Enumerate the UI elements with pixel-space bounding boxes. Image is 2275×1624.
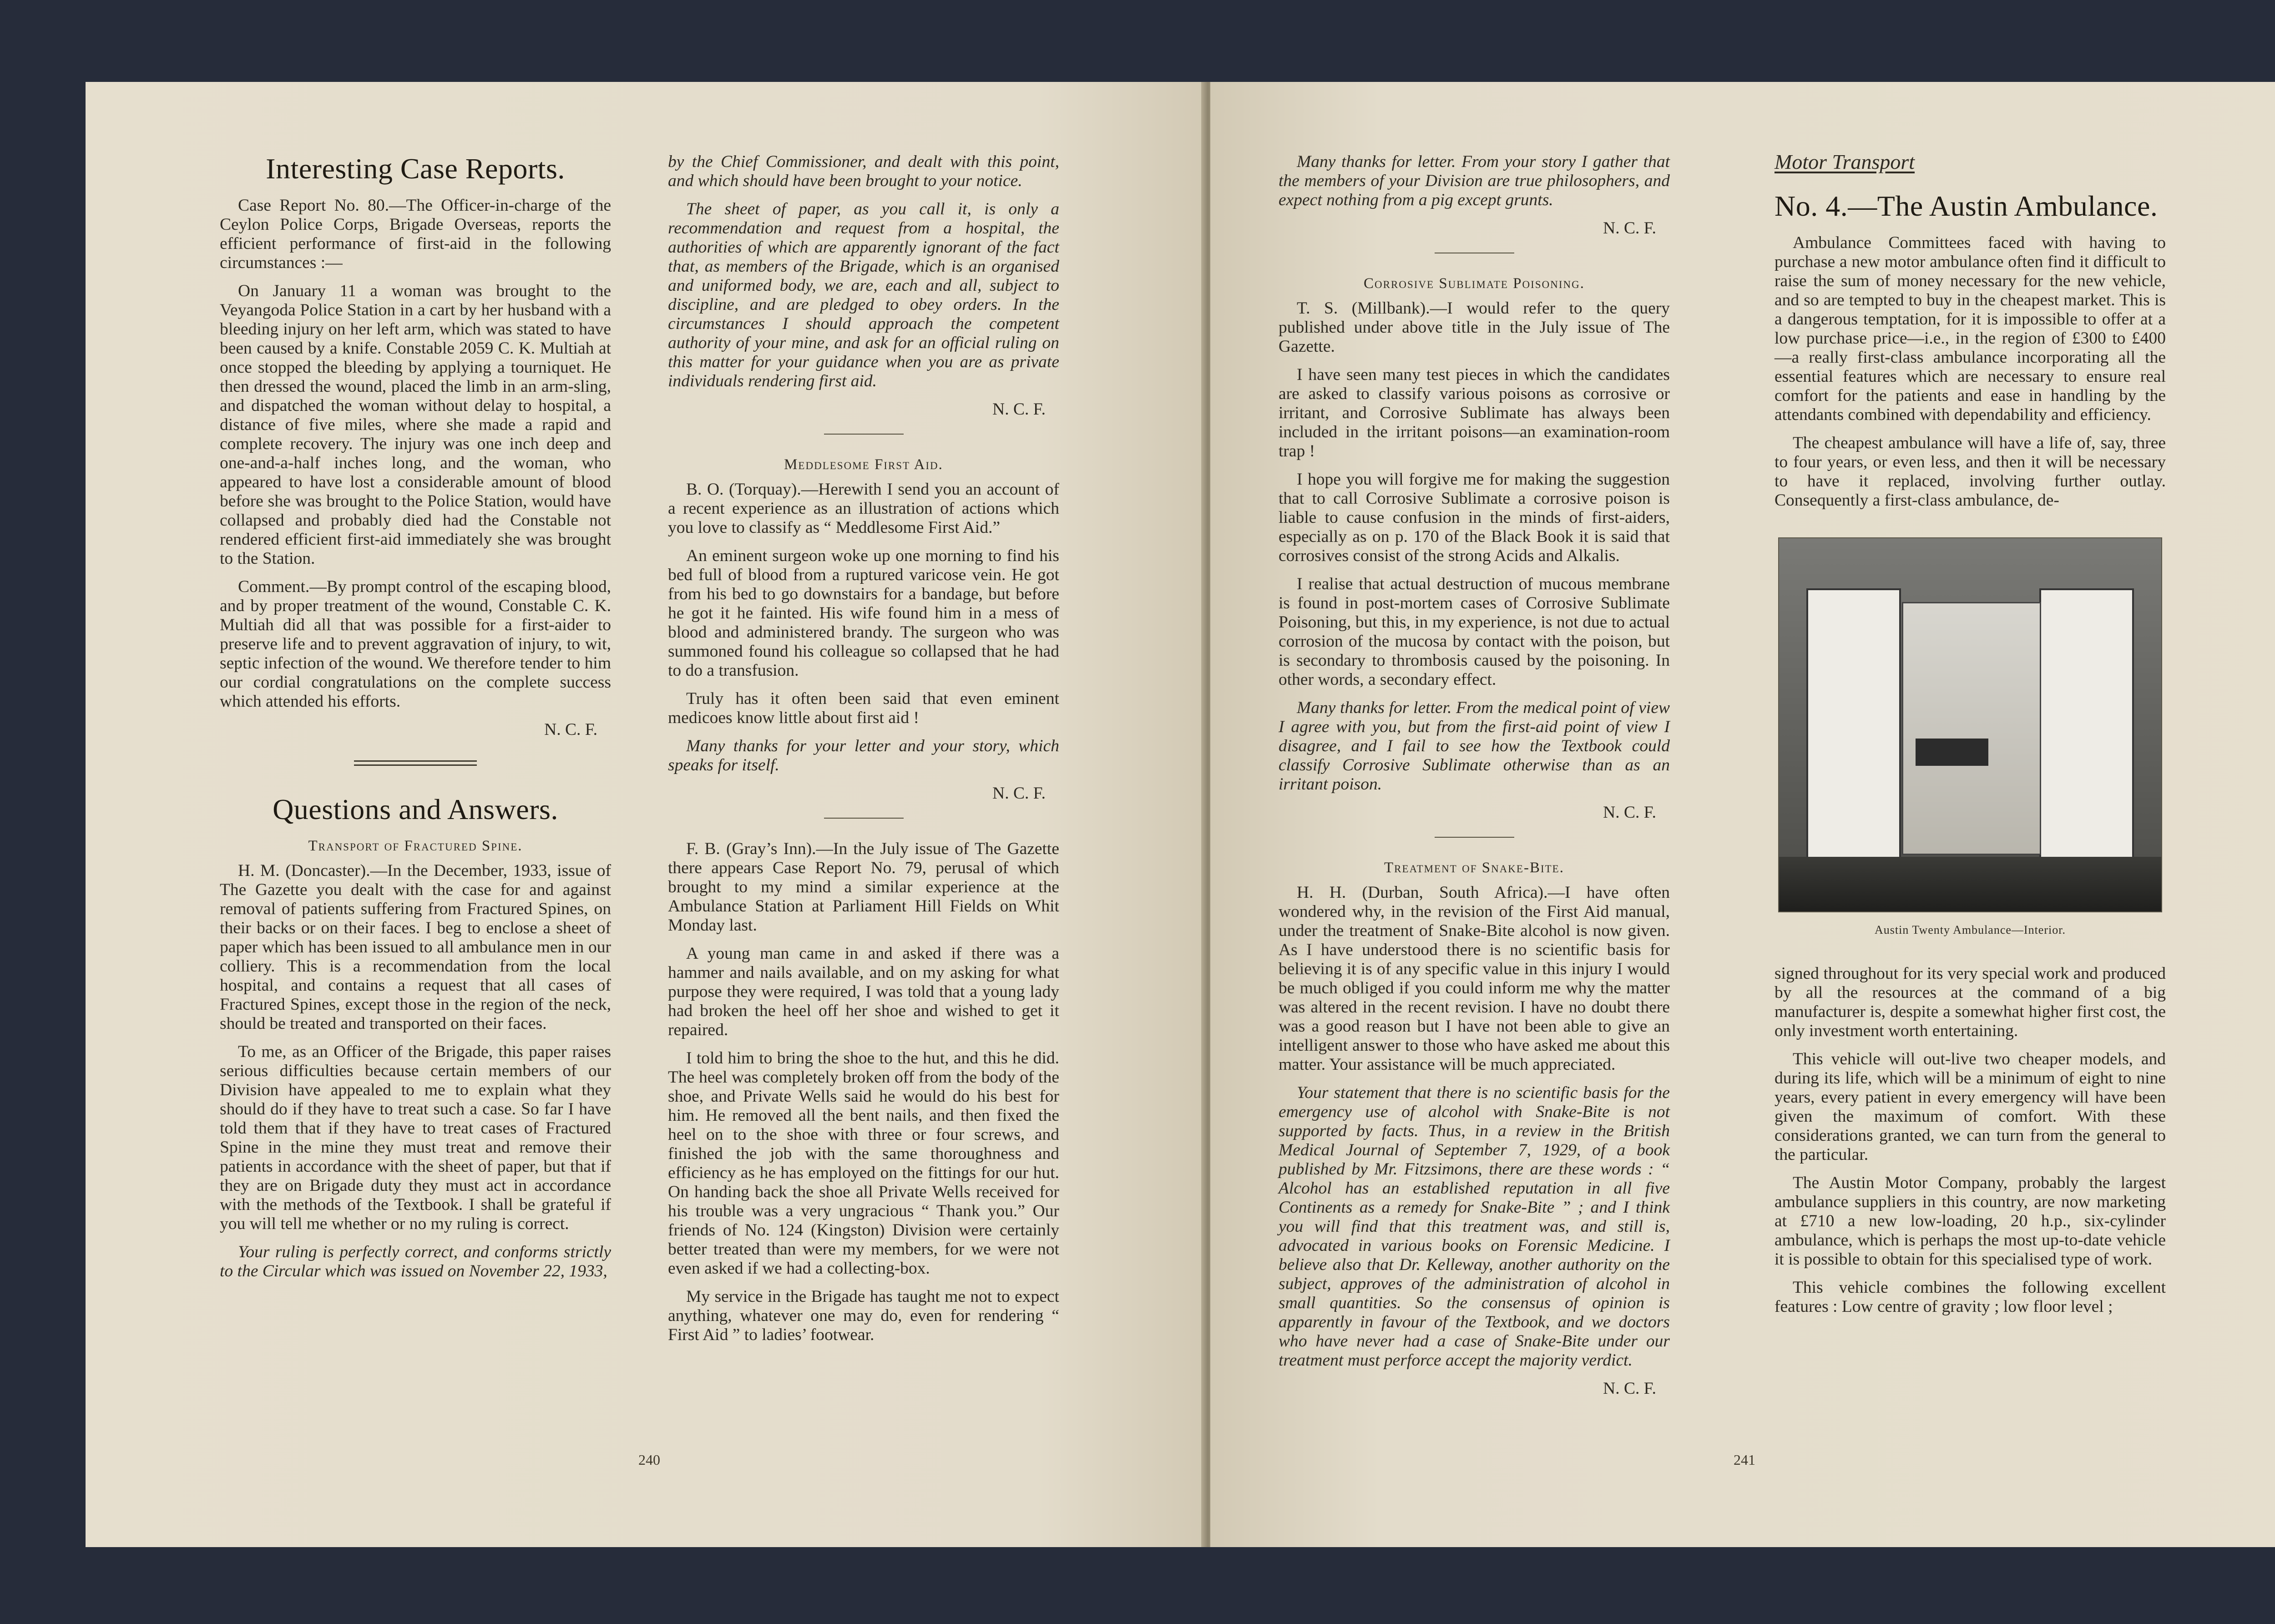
- left-column-1: [220, 152, 611, 1290]
- subheading-fractured-spine: Transport of Fractured Spine.: [308, 838, 523, 854]
- heading-questions-answers: Questions and Answers.: [273, 793, 558, 825]
- subheading-meddlesome: Meddlesome First Aid.: [784, 456, 943, 473]
- snake-bite-letter: H. H. (Durban, South Africa).—I have often wondered why, in the revision of the First Aid manual, under the treatment of Snake-Bite alcohol is now given. As I have understood there is no scientific basis for believing it is of any specific value in this injury I would be much obliged if you could inform me why the matter was altered in the recent revision. I have no doubt there was a good reason but I have not been able to give an intelligent answer to those who have asked me about this matter. Your assistance will be much appreciated.: [1279, 883, 1670, 1074]
- left-column-2: [668, 152, 1059, 1354]
- case-report-comment: Comment.—By prompt control of the escaping blood, and by proper treatment of the wound, Constable C. K. Multiah did all that was possible for a first-aider to preserve life and to prevent aggravation of injury, to wit, septic infection of the wound. We therefore tender to him our cordial congratulations on the complete success which attended his efforts.: [220, 577, 611, 711]
- austin-p5: The Austin Motor Company, probably the largest ambulance suppliers in this country, are now marketing at £710 a new low-loading, 20 h.p., six-cylinder ambulance, which is perhaps the most up-to-date vehicle it is possible to obtain for this specialised type of work.: [1774, 1174, 2166, 1269]
- ambulance-interior-photo: [1778, 537, 2162, 912]
- page-number-left: 240: [638, 1452, 660, 1468]
- heading-case-reports: Interesting Case Reports.: [266, 152, 565, 185]
- case-report-intro: Case Report No. 80.—The Officer-in-charge of the Ceylon Police Corps, Brigade Overseas, reports the efficient performance of first-aid in the following circumstances :—: [220, 196, 611, 272]
- heading-austin-ambulance: No. 4.—The Austin Ambulance.: [1774, 190, 2158, 222]
- photo-interior: [1902, 602, 2041, 855]
- austin-p1: Ambulance Committees faced with having to purchase a new motor ambulance often find it difficult to raise the sum of money necessary for the new vehicle, and so are tempted to buy in the cheapest market. This is a dangerous temptation, for it is impossible to offer at a low purchase price—i.e., in the region of £300 to £400—a really first-class ambulance incorporating all the essential features which are necessary to ensure real comfort for the patients and ease in handling by the attendants combined with dependability and efficiency.: [1774, 233, 2166, 424]
- photo-caption: Austin Twenty Ambulance—Interior.: [1875, 923, 2066, 936]
- austin-p6: This vehicle combines the following excellent features : Low centre of gravity ; low floor level ;: [1774, 1278, 2166, 1316]
- grays-inn-p3: I told him to bring the shoe to the hut, and this he did. The heel was completely broken off from the body of the shoe, and Private Wells said he would do his best for him. He removed all the bent nails, and then fixed the heel on to the shoe with three or four screws, and finished the job with the same thoroughness and efficiency as he has employed on the fittings for our hut. On handing back the shoe all Private Wells received for his trouble was a very ungracious “ Thank you.” Our friends of No. 124 (Kingston) Division were certainly better treated than were my members, for we were not even asked if we had a collecting-box.: [668, 1049, 1059, 1278]
- photo-bumper: [1779, 857, 2161, 911]
- signature: N. C. F.: [992, 784, 1046, 803]
- right-column-1: [1279, 152, 1670, 1407]
- photo-stretcher: [1916, 739, 1988, 766]
- signature: N. C. F.: [544, 720, 597, 739]
- snake-bite-reply: Your statement that there is no scientific basis for the emergency use of alcohol with Snake-Bite is not supported by facts. Thus, in a review in the British Medical Journal of September 7, 1929, of a book published by Mr. Fitzsimons, there are these words : “ Alcohol has an established reputation in all five Continents as a remedy for Snake-Bite ” ; and I think you will find that this treatment was, and still is, advocated in various books on Forensic Medicine. I believe also that Dr. Kelleway, another authority on the subject, approves of the administration of alcohol in small quantities. So the consensus of opinion is apparently in favour of the Textbook, and we doctors who have never had a case of Snake-Bite under our treatment must perforce accept the majority verdict.: [1279, 1083, 1670, 1370]
- grays-inn-p2: A young man came in and asked if there was a hammer and nails available, and on my asking for what purpose they were required, I was told that a young lady had broken the heel off her shoe and wished to get it repaired.: [668, 944, 1059, 1039]
- meddlesome-p3: Truly has it often been said that even eminent medicoes know little about first aid !: [668, 689, 1059, 727]
- divider: [824, 434, 904, 435]
- right-column-2: [1774, 152, 2166, 1326]
- signature: N. C. F.: [1603, 1379, 1656, 1398]
- subheading-corrosive: Corrosive Sublimate Poisoning.: [1364, 275, 1585, 292]
- corrosive-reply: Many thanks for letter. From the medical point of view I agree with you, but from the first-aid point of view I disagree, and I fail to see how the Textbook could classify Corrosive Sublimate otherwise than as an irritant poison.: [1279, 698, 1670, 794]
- divider: [1435, 837, 1514, 838]
- right-page: [1210, 82, 2275, 1547]
- austin-p3: signed throughout for its very special work and produced by all the resources at the command of a big manufacturer is, despite a somewhat higher first cost, the only investment worth entertaining.: [1774, 964, 2166, 1040]
- section-tag-motor-transport: Motor Transport: [1774, 150, 1915, 173]
- photo-door-right: [2039, 588, 2134, 865]
- spine-reply-start: Your ruling is perfectly correct, and conforms strictly to the Circular which was issued on November 22, 1933,: [220, 1243, 611, 1280]
- page-number-right: 241: [1734, 1452, 1755, 1468]
- divider: [824, 818, 904, 819]
- grays-inn-p4: My service in the Brigade has taught me not to expect anything, whatever one may do, even for rendering “ First Aid ” to ladies’ footwear.: [668, 1287, 1059, 1344]
- spine-letter-p2: To me, as an Officer of the Brigade, this paper raises serious difficulties because certain members of our Division have appealed to me to explain what they should do if they have to treat such a case. So far I have told them that if they have to treat cases of Fractured Spine in the mine they must treat and remove their patients in accordance with the sheet of paper, but that if they are on Brigade duty they must act in accordance with the methods of the Textbook. I shall be grateful if you will tell me whether or no my ruling is correct.: [220, 1042, 611, 1233]
- section-divider: [354, 760, 477, 766]
- signature: N. C. F.: [1603, 803, 1656, 822]
- corrosive-p2: I have seen many test pieces in which the candidates are asked to classify various poisons as corrosive or irritant, and Corrosive Sublimate has always been included in the irritant poisons—an examination-room trap !: [1279, 365, 1670, 460]
- spine-reply-p2: The sheet of paper, as you call it, is only a recommendation and request from a hospital, the authorities of which are apparently ignorant of the fact that, as members of the Brigade, which is an organised and uniformed body, we are, each and all, subject to discipline, and are pledged to obey orders. In the circumstances I should approach the competent authority of your mine, and ask for an official ruling on this matter for your guidance when you are as private individuals rendering first aid.: [668, 200, 1059, 390]
- corrosive-p3: I hope you will forgive me for making the suggestion that to call Corrosive Sublimate a corrosive poison is liable to cause confusion in the minds of first-aiders, especially as on p. 170 of the Black Book it is said that corrosives consist of the strong Acids and Alkalis.: [1279, 470, 1670, 565]
- case-report-body: On January 11 a woman was brought to the Veyangoda Police Station in a cart by her husband with a bleeding injury on her left arm, which was stated to have been caused by a knife. Constable 2059 C. K. Multiah at once stopped the bleeding by applying a tourniquet. He then dressed the wound, placed the limb in an arm-sling, and dispatched the woman without delay to hospital, a distance of five miles, where she made a rapid and complete recovery. The injury was one inch deep and one-and-a-half inches long, and the woman, who appeared to have lost a considerable amount of blood before she was brought to the Police Station, would have collapsed and probably died had the Constable not rendered efficient first-aid immediately she was brought to the Station.: [220, 282, 611, 568]
- signature: N. C. F.: [992, 400, 1046, 419]
- subheading-snake-bite: Treatment of Snake-Bite.: [1384, 860, 1564, 876]
- meddlesome-reply: Many thanks for your letter and your story, which speaks for itself.: [668, 737, 1059, 774]
- left-page: [86, 82, 1205, 1547]
- spine-reply-cont: by the Chief Commissioner, and dealt with this point, and which should have been brought to your notice.: [668, 152, 1059, 190]
- corrosive-p4: I realise that actual destruction of mucous membrane is found in post-mortem cases of Corrosive Sublimate Poisoning, but this, in my experience, is not due to actual corrosion of the mucosa by contact with the poison, but is secondary to thrombosis caused by the poisoning. In other words, a secondary effect.: [1279, 575, 1670, 689]
- meddlesome-p1: B. O. (Torquay).—Herewith I send you an account of a recent experience as an illustration of actions which you love to classify as “ Meddlesome First Aid.”: [668, 480, 1059, 537]
- corrosive-p1: T. S. (Millbank).—I would refer to the query published under above title in the July issue of The Gazette.: [1279, 299, 1670, 356]
- spine-letter-p1: H. M. (Doncaster).—In the December, 1933, issue of The Gazette you dealt with the case for and against removal of patients suffering from Fractured Spines, on their backs or on their faces. I beg to enclose a sheet of paper which has been issued to all ambulance men in our colliery. This is a recommendation from the local hospital, and contains a request that all cases of Fractured Spines, except those in the region of the neck, should be treated and transported on their faces.: [220, 861, 611, 1033]
- meddlesome-p2: An eminent surgeon woke up one morning to find his bed full of blood from a ruptured varicose vein. He got from his bed to go downstairs for a bandage, but before he got it he fainted. His wife found him in a mess of blood and administered brandy. The surgeon who was summoned found his colleague so collapsed that he had to do a transfusion.: [668, 546, 1059, 680]
- austin-p4: This vehicle will out-live two cheaper models, and during its life, which will be a minimum of eight to nine years, every patient in every emergency will have been given the maximum of comfort. With these considerations granted, we can turn from the general to the particular.: [1774, 1050, 2166, 1164]
- grays-inn-reply: Many thanks for letter. From your story I gather that the members of your Division are true philosophers, and expect nothing from a pig except grunts.: [1279, 152, 1670, 209]
- grays-inn-p1: F. B. (Gray’s Inn).—In the July issue of The Gazette there appears Case Report No. 79, perusal of which brought to my mind a similar experience at the Ambulance Station at Parliament Hill Fields on Whit Monday last.: [668, 840, 1059, 935]
- signature: N. C. F.: [1603, 219, 1656, 238]
- austin-p2: The cheapest ambulance will have a life of, say, three to four years, or even less, and then it will be necessary to have it replaced, involving further outlay. Consequently a first-class ambulance, de-: [1774, 434, 2166, 510]
- photo-door-left: [1806, 588, 1901, 865]
